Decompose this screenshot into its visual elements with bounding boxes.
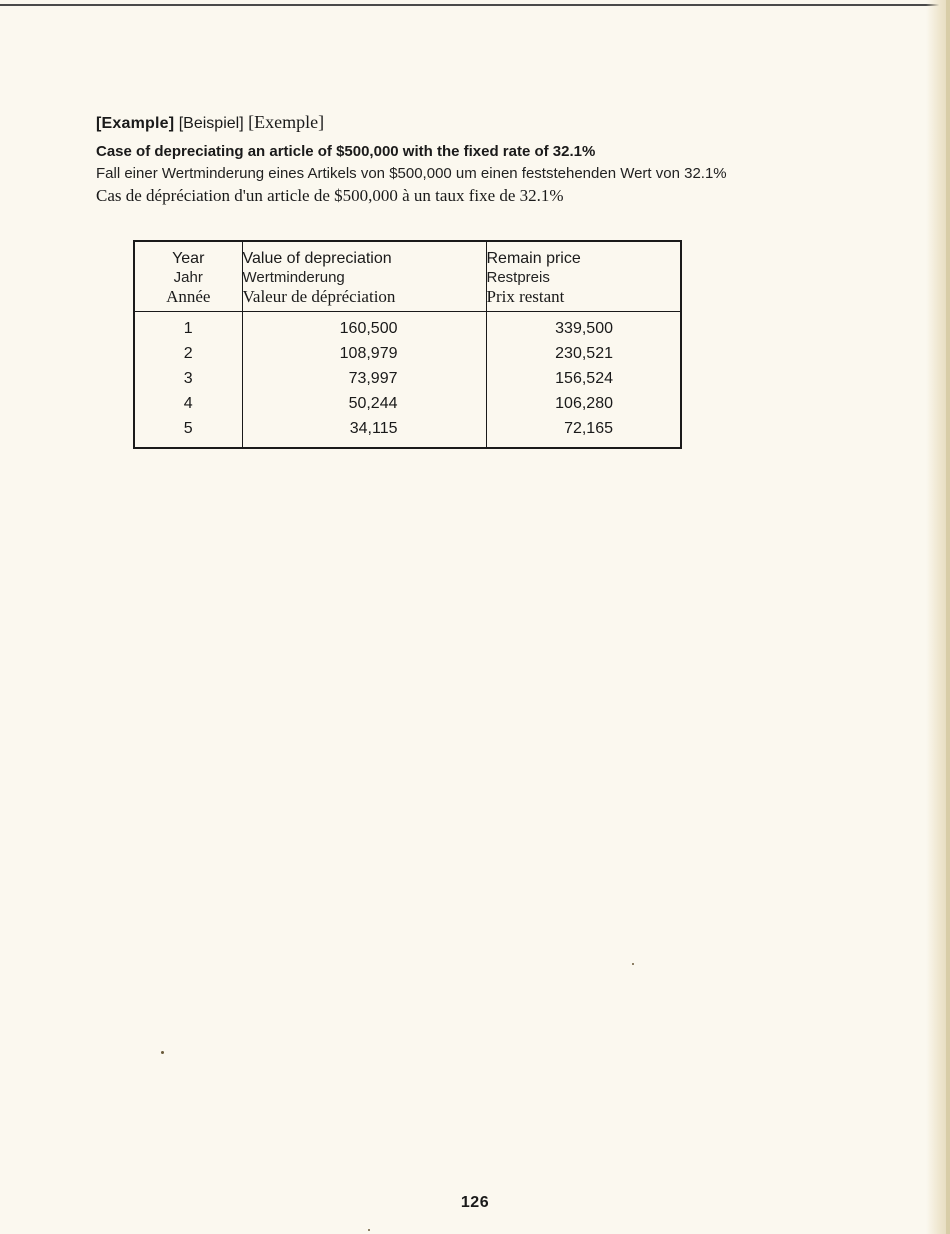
cell-year: 1: [134, 312, 242, 342]
cell-depreciation: 108,979: [242, 341, 486, 366]
paper-speck: [161, 1051, 164, 1054]
page-number: 126: [460, 1194, 490, 1211]
cell-remain-price: 156,524: [486, 366, 681, 391]
example-heading-fr: [Exemple]: [248, 112, 325, 132]
depreciation-table: [133, 240, 682, 449]
header-remain-en: Remain price: [486, 250, 581, 267]
page-edge: [946, 0, 950, 1234]
header-year-de: Jahr: [173, 269, 203, 286]
cell-remain-price: 339,500: [486, 312, 681, 342]
header-depreciation-fr: Valeur de dépréciation: [242, 287, 396, 306]
cell-depreciation: 73,997: [242, 366, 486, 391]
top-rule: [0, 4, 946, 6]
caption-english: Case of depreciating an article of $500,000 with the fixed rate of 32.1%: [96, 143, 596, 160]
cell-year: 4: [134, 391, 242, 416]
example-heading-de: [Beispiel]: [178, 115, 244, 132]
cell-year: 5: [134, 416, 242, 448]
caption-german: Fall einer Wertminderung eines Artikels von $500,000 um einen feststehenden Wert von 32.1%: [96, 165, 727, 182]
header-depreciation-de: Wertminderung: [242, 269, 345, 286]
table-row: [134, 366, 681, 391]
header-depreciation: [242, 241, 486, 312]
paper-speck: [632, 963, 634, 965]
header-year-fr: Année: [166, 287, 211, 306]
example-heading: [96, 112, 324, 133]
table-row: [134, 341, 681, 366]
cell-depreciation: 50,244: [242, 391, 486, 416]
table-header-row: [134, 241, 681, 312]
cell-year: 3: [134, 366, 242, 391]
header-depreciation-en: Value of depreciation: [242, 250, 392, 267]
table-row: [134, 416, 681, 448]
header-remain-de: Restpreis: [486, 269, 550, 286]
cell-year: 2: [134, 341, 242, 366]
paper-speck: [368, 1229, 370, 1231]
cell-remain-price: 230,521: [486, 341, 681, 366]
cell-remain-price: 106,280: [486, 391, 681, 416]
header-remain-price: [486, 241, 681, 312]
example-heading-en: [Example]: [96, 115, 175, 132]
table-row: [134, 312, 681, 342]
header-year-en: Year: [172, 250, 205, 267]
header-remain-fr: Prix restant: [486, 287, 565, 306]
cell-remain-price: 72,165: [486, 416, 681, 448]
table-row: [134, 391, 681, 416]
header-year: [134, 241, 242, 312]
cell-depreciation: 34,115: [242, 416, 486, 448]
cell-depreciation: 160,500: [242, 312, 486, 342]
caption-french: Cas de dépréciation d'un article de $500,000 à un taux fixe de 32.1%: [96, 186, 564, 205]
